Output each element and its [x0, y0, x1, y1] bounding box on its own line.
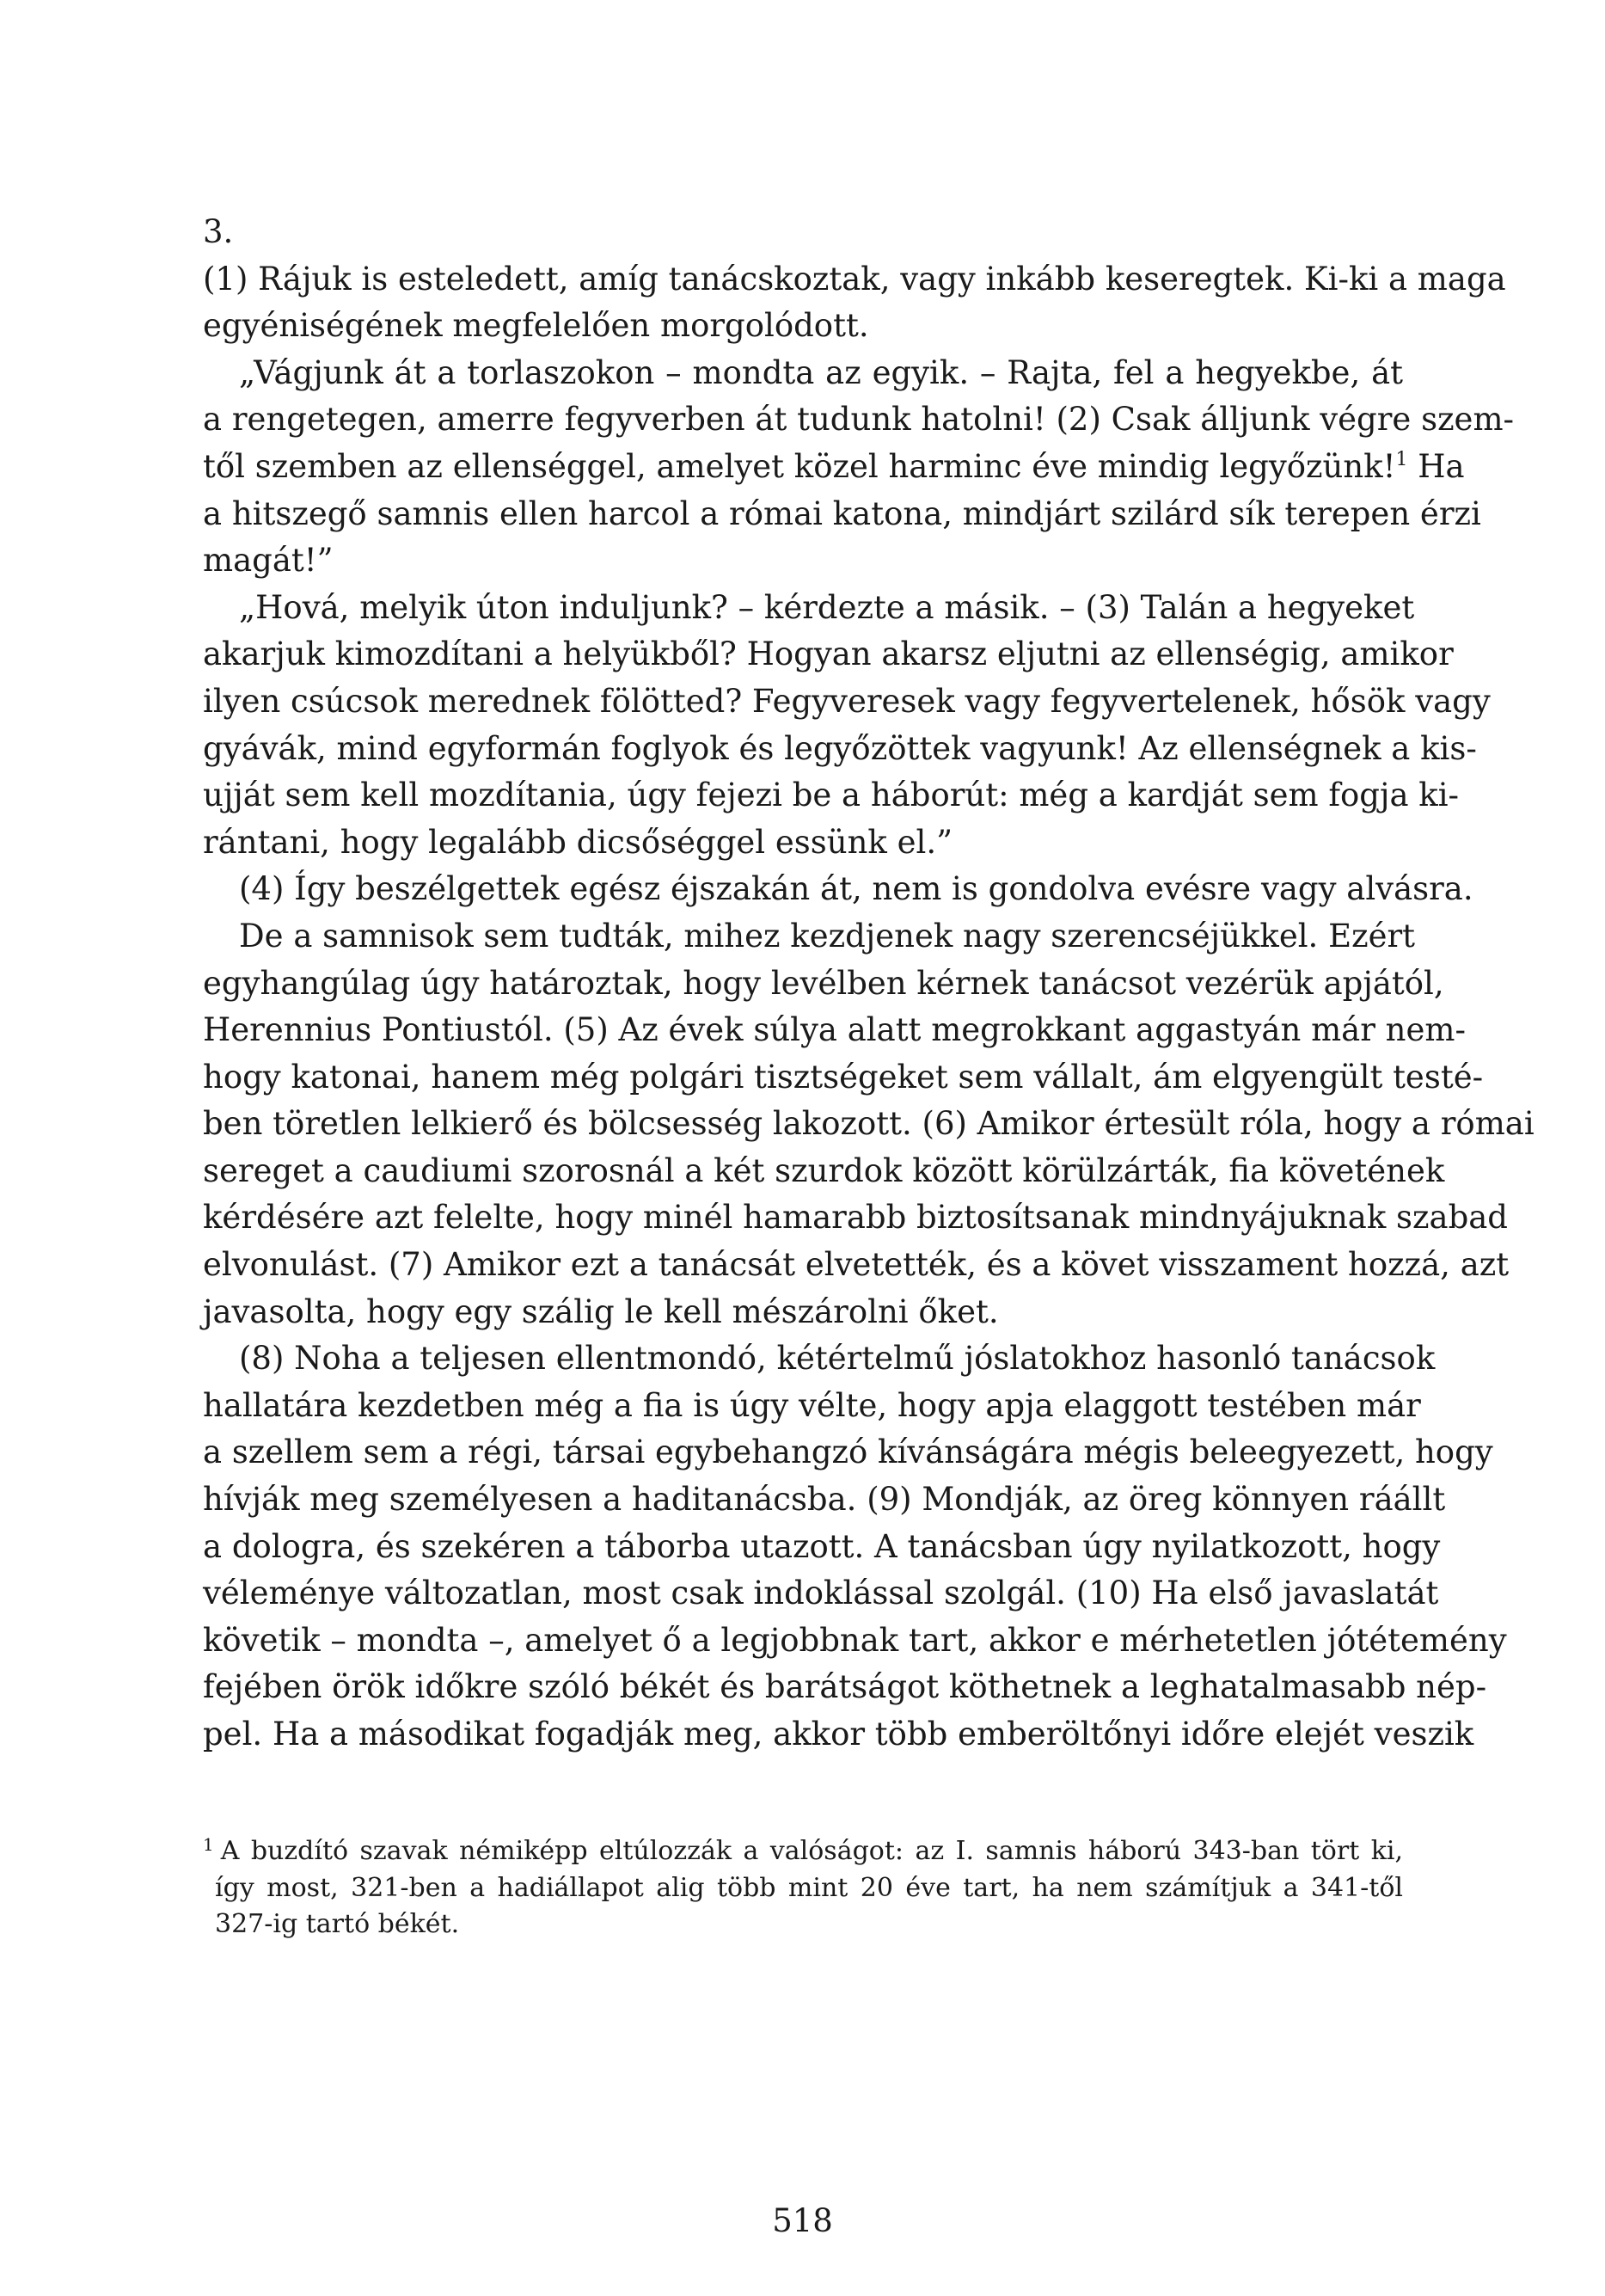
- text-line: akarjuk kimozdítani a helyükből? Hogyan akarsz eljutni az ellenségig, amikor: [203, 635, 1454, 673]
- page-number: 518: [772, 2202, 833, 2239]
- footnote-mark: 1: [203, 1834, 214, 1855]
- text-line: gyávák, mind egyformán foglyok és legyőzöttek vagyunk! Az ellenségnek a kis-: [203, 729, 1477, 767]
- text-line: javasolta, hogy egy szálig le kell mészárolni őket.: [203, 1292, 999, 1330]
- text-line: a hitszegő samnis ellen harcol a római katona, mindjárt szilárd sík terepen érzi: [203, 494, 1481, 532]
- text-line: követik – mondta –, amelyet ő a legjobbnak tart, akkor e mérhetetlen jótétemény: [203, 1621, 1507, 1659]
- text-line: egyéniségének megfelelően morgolódott.: [203, 307, 869, 345]
- text-line: (8) Noha a teljesen ellentmondó, kétértelmű jóslatokhoz hasonló tanácsok: [239, 1340, 1436, 1378]
- text-line: egyhangúlag úgy határoztak, hogy levélben kérnek tanácsot vezérük apjától,: [203, 964, 1444, 1002]
- text-line: véleménye változatlan, most csak indoklással szolgál. (10) Ha első javaslatát: [203, 1575, 1439, 1612]
- text-line: (4) Így beszélgettek egész éjszakán át, nem is gondolva evésre vagy alvásra.: [239, 870, 1473, 908]
- text-segment: től szemben az ellenséggel, amelyet közel harminc éve mindig legyőzünk!: [203, 447, 1396, 485]
- text-line: De a samnisok sem tudták, mihez kezdjenek nagy szerencséjükkel. Ezért: [239, 917, 1416, 955]
- footnote-text: A buzdító szavak némiképp eltúlozzák a valóságot: az I. samnis háború 343-ban tört ki,: [220, 1836, 1403, 1866]
- text-segment: Ha: [1407, 447, 1465, 485]
- text-line: kérdésére azt felelte, hogy minél hamarabb biztosítsanak mindnyájuknak szabad: [203, 1199, 1508, 1237]
- text-line: a rengetegen, amerre fegyverben át tudunk hatolni! (2) Csak álljunk végre szem-: [203, 401, 1515, 439]
- text-line: „Vágjunk át a torlaszokon – mondta az egyik. – Rajta, fel a hegyekbe, át: [239, 353, 1403, 391]
- chapter-number: 3.: [203, 213, 234, 250]
- text-line: ilyen csúcsok merednek fölötted? Fegyveresek vagy fegyvertelenek, hősök vagy: [203, 682, 1491, 720]
- footnote-line: 327-ig tartó békét.: [215, 1909, 460, 1939]
- text-line: hívják meg személyesen a haditanácsba. (9) Mondják, az öreg könnyen ráállt: [203, 1481, 1446, 1519]
- text-line: rántani, hogy legalább dicsőséggel essünk el.”: [203, 823, 953, 861]
- text-line: Herennius Pontiustól. (5) Az évek súlya alatt megrokkant aggastyán már nem-: [203, 1011, 1466, 1049]
- text-line: ujját sem kell mozdítania, úgy fejezi be a háborút: még a kardját sem fogja ki-: [203, 777, 1460, 814]
- text-line: hogy katonai, hanem még polgári tisztségeket sem vállalt, ám elgyengült testé-: [203, 1058, 1484, 1096]
- text-line: magát!”: [203, 542, 334, 580]
- text-line: „Hová, melyik úton induljunk? – kérdezte a másik. – (3) Talán a hegyeket: [239, 588, 1415, 626]
- text-line: hallatára kezdetben még a fia is úgy vélte, hogy apja elaggott testében már: [203, 1386, 1421, 1424]
- footnote-line: [203, 1833, 1403, 1870]
- body-text: [203, 209, 1535, 1759]
- text-line: ben töretlen lelkierő és bölcsesség lakozott. (6) Amikor értesült róla, hogy a római: [203, 1105, 1535, 1143]
- text-line: (1) Rájuk is esteledett, amíg tanácskoztak, vagy inkább keseregtek. Ki-ki a maga: [203, 260, 1506, 298]
- text-line: sereget a caudiumi szorosnál a két szurdok között körülzárták, fia követének: [203, 1151, 1445, 1189]
- text-line: a dologra, és szekéren a táborba utazott. A tanácsban úgy nyilatkozott, hogy: [203, 1527, 1441, 1565]
- text-line-with-footnote-ref: [203, 444, 1465, 491]
- footnote-line: így most, 321-ben a hadiállapot alig több mint 20 éve tart, ha nem számítjuk a 341-től: [215, 1872, 1403, 1903]
- footnote: [203, 1833, 1403, 1943]
- text-line: a szellem sem a régi, társai egybehangzó kívánságára mégis beleegyezett, hogy: [203, 1433, 1493, 1471]
- text-line: fejében örök időkre szóló békét és barátságot köthetnek a leghatalmasabb nép-: [203, 1668, 1487, 1706]
- text-line: pel. Ha a másodikat fogadják meg, akkor több emberöltőnyi időre elejét veszik: [203, 1716, 1474, 1753]
- footnote-reference: 1: [1395, 448, 1408, 470]
- text-line: elvonulást. (7) Amikor ezt a tanácsát elvetették, és a követ visszament hozzá, azt: [203, 1246, 1510, 1284]
